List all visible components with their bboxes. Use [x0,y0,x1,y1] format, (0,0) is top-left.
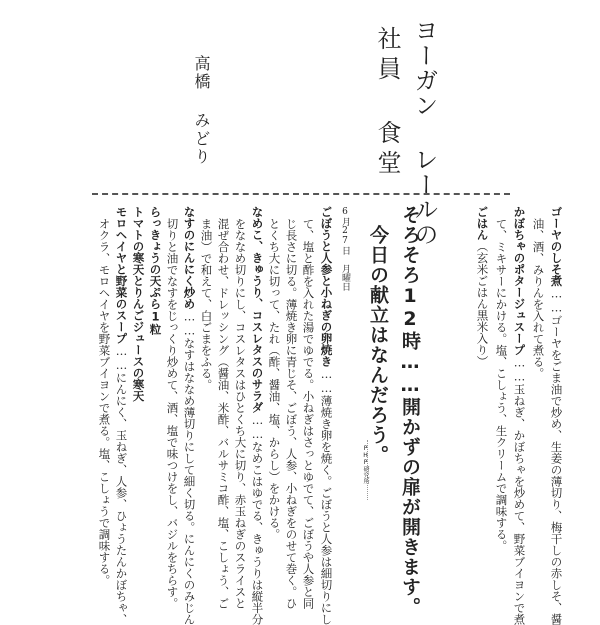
menu-item-salad-cont: ま油）で和えて、白ごまをふる。 [199,218,214,391]
menu-item-gobo-cont: て、塩と酢を入れた湯でゆでる。小ねぎはさっとゆでて、ごぼうや人参と同 [301,218,316,609]
menu-item-nasu-cont: 切りと油でなすをじっくり炒めて、酒、塩で味つけをし、バジルをちらす。 [165,218,180,609]
book-title-line1: ヨーガン レールの [410,18,438,247]
menu-item-goya: ゴーヤのしそ煮……ゴーヤをごま油で炒め、生姜の薄切り、梅干しの赤しそ、醤 [549,206,564,625]
author-name: 高橋 みどり [192,55,211,166]
dashed-divider [92,193,510,195]
menu-item-gohan: ごはん（玄米ごはん黒米入り） [475,206,490,367]
menu-item-rakkyo: らっきょうの天ぷら1粒 [148,206,163,335]
menu-item-salad: なめこ、きゅうり、コスレタスのサラダ……なめこはゆでる、きゅうりは縦半分 [250,206,265,625]
menu-item-moroheiya-cont: オクラ、モロヘイヤを野菜ブイヨンで煮る。塩、こしょうで調味する。 [97,218,112,586]
menu-item-kabocha-cont: て、ミキサーにかける。塩、こしょう、生クリームで調味する。 [494,218,509,552]
book-title-line2: 社員 食堂 [373,26,401,180]
catchphrase-line2: 今日の献立はなんだろう。 [367,225,389,465]
menu-item-nasu: なすのにんにく炒め……なすはななめ薄切りにして細く切る。にんにくのみじん [182,206,197,625]
catchphrase-line1: そろそろ12時……開かずの扉が開きます。 [399,205,421,617]
menu-item-gobo: ごぼうと人参と小ねぎの卵焼き……薄焼き卵を焼く。ごぼうと人参は細切りにし [319,206,334,625]
menu-item-kanten: トマトの寒天とりんごジュースの寒天 [131,206,146,402]
menu-item-salad-cont: をななめ切りにし、コスレタスはひとくち大に切り、赤玉ねぎのスライスと [233,218,248,609]
menu-item-salad-cont: 混ぜ合わせ、ドレッシング（醤油、米酢、バルサミコ酢、塩、こしょう、ご [216,218,231,609]
menu-item-goya-cont: 油、酒、みりんを入れて煮る。 [531,218,546,379]
menu-item-gobo-cont: とくち大に切って、たれ（酢、醤油、塩、からし）をかける。 [267,218,282,540]
menu-item-moroheiya: モロヘイヤと野菜のスープ……にんにく、玉ねぎ、人参、ひょうたんかぼちゃ、 [114,206,129,625]
menu-item-kabocha: かぼちゃのポタージュスープ……玉ねぎ、かぼちゃを炒めて、野菜ブイヨンで煮 [512,206,527,625]
menu-item-gobo-cont: じ長さに切る。薄焼き卵に青じそ、ごぼう、人参、小ねぎをのせて巻く。ひ [284,218,299,609]
menu-date: 6月27日 月曜日 [340,207,350,291]
publisher-logo: PHP研究所 [362,445,369,484]
